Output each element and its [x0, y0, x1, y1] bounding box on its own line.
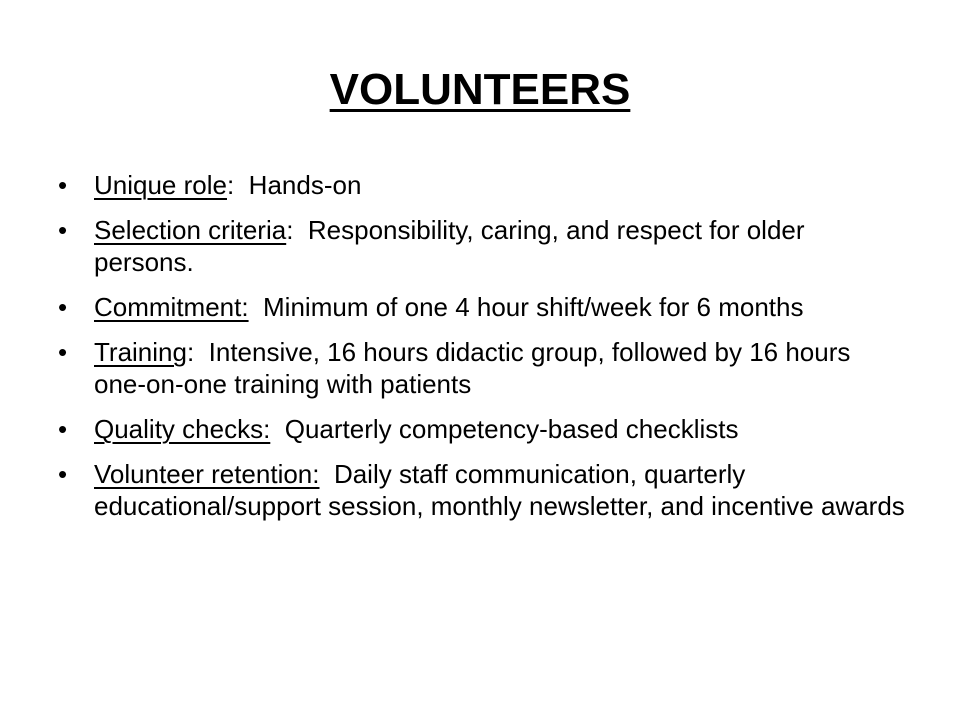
bullet-item-unique-role	[58, 169, 908, 201]
bullet-term: Selection criteria	[94, 215, 287, 245]
bullet-list	[58, 169, 908, 535]
bullet-text: Daily staff communication, quarterly educational/support session, monthly newsletter, and incentive awards	[94, 459, 905, 521]
bullet-text: Quarterly competency-based checklists	[270, 414, 739, 444]
bullet-text: Minimum of one 4 hour shift/week for 6 months	[248, 292, 804, 322]
bullet-icon: •	[58, 414, 68, 444]
bullet-item-volunteer-retention	[58, 458, 908, 522]
slide-title	[0, 62, 960, 118]
bullet-icon: •	[58, 215, 68, 245]
slide-title-text: VOLUNTEERS	[329, 65, 631, 114]
bullet-text: Responsibility, caring, and respect for older persons.	[94, 215, 812, 277]
bullet-icon: •	[58, 459, 68, 489]
bullet-separator: :	[226, 170, 235, 200]
bullet-icon: •	[58, 170, 68, 200]
bullet-icon: •	[58, 292, 68, 322]
bullet-text: Hands-on	[234, 170, 362, 200]
bullet-term: Quality checks:	[94, 414, 271, 444]
bullet-icon: •	[58, 337, 68, 367]
bullet-text: Intensive, 16 hours didactic group, followed by 16 hours one-on-one training with patients	[94, 337, 858, 399]
bullet-term: Unique role	[94, 170, 227, 200]
bullet-item-commitment	[58, 291, 908, 323]
bullet-term: Training	[94, 337, 187, 367]
bullet-item-training	[58, 336, 908, 400]
bullet-item-quality-checks	[58, 413, 908, 445]
bullet-term: Volunteer retention:	[94, 459, 320, 489]
bullet-term: Commitment:	[94, 292, 249, 322]
bullet-separator: :	[286, 215, 294, 245]
bullet-separator: :	[186, 337, 195, 367]
bullet-item-selection-criteria	[58, 214, 908, 278]
